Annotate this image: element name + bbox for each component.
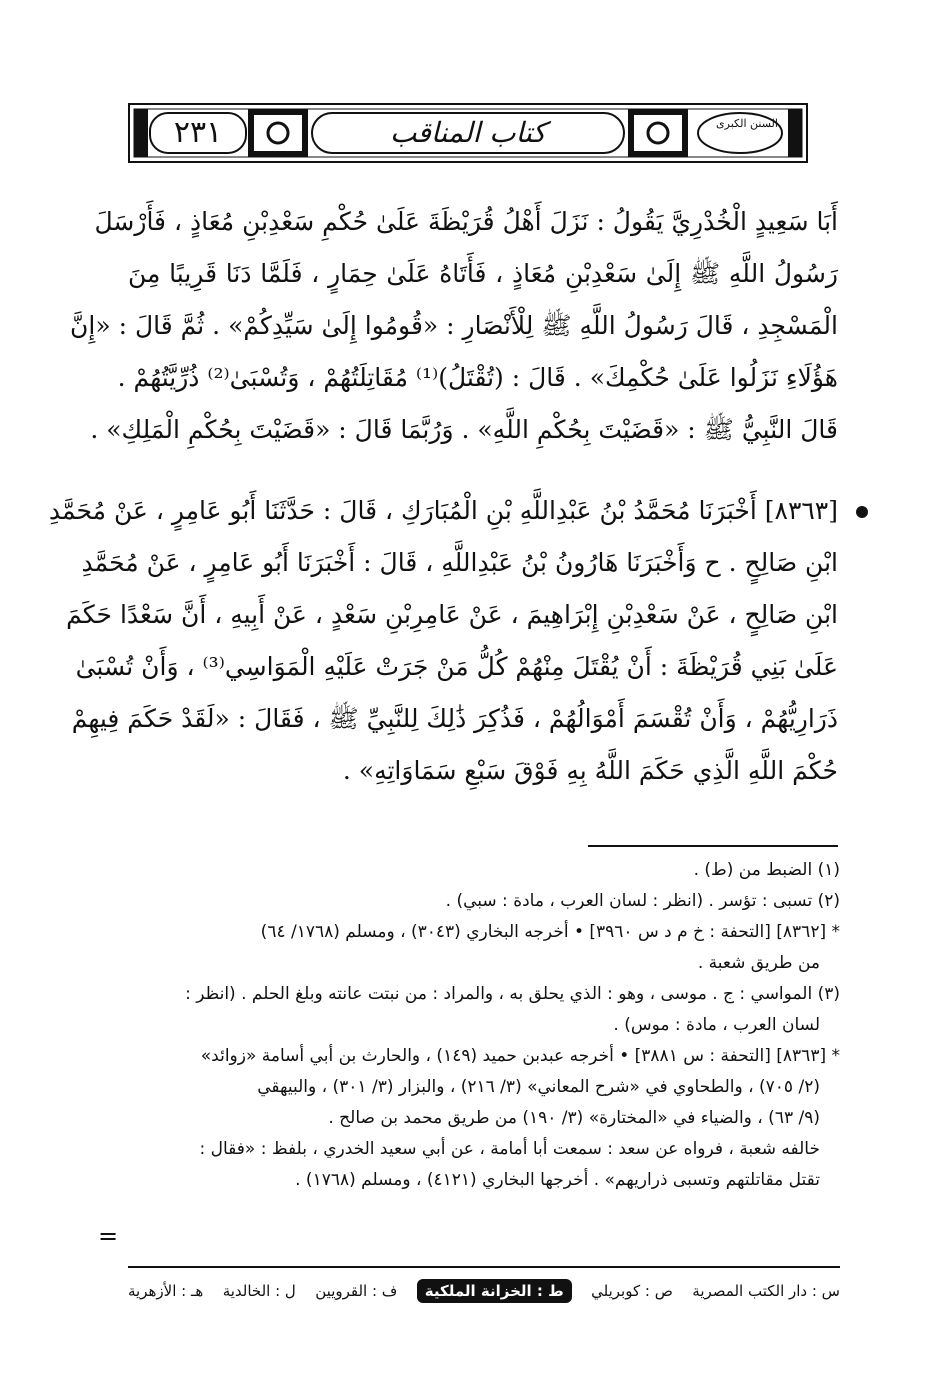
text-line: أَبَا سَعِيدٍ الْخُدْرِيَّ يَقُولُ : نَزَلَ أَهْلُ قُرَيْظَةَ عَلَىٰ حُكْمِ سَعْدِبْنِ مُعَاذٍ ، فَأَرْسَلَ [94,207,838,236]
page-header [128,103,808,163]
legend-item: ل : الخالدية [222,1282,296,1300]
main-text-paragraph-2 [48,485,838,797]
legend-divider [128,1266,840,1268]
legend-item: ف : القرويين [315,1282,398,1300]
footnote: (٩/ ٦٣) ، والضياء في «المختارة» (٣/ ١٩٠) من طريق محمد بن صالح . [328,1108,820,1128]
footnote-divider [588,845,838,847]
footnote: خالفه شعبة ، فرواه عن سعد : سمعت أبا أمامة ، عن أبي سعيد الخدري ، بلفظ : «فقال : [199,1139,820,1159]
manuscript-legend [128,1274,840,1308]
text-line: ذَرَارِيُّهُمْ ، وَأَنْ تُقْسَمَ أَمْوَالُهُمْ ، فَذُكِرَ ذَٰلِكَ لِلنَّبِيِّ ﷺ ، فَقَالَ : «لَقَدْ حَكَمَ فِيهِمْ [71,704,838,733]
footnote: (١) الضبط من (ط) . [693,860,840,880]
footnote: لسان العرب ، مادة : موس) . [613,1015,820,1035]
text-line: [٨٣٦٣] أَخْبَرَنَا مُحَمَّدُ بْنُ عَبْدِاللَّهِ بْنِ الْمُبَارَكِ ، قَالَ : حَدَّثَنَا أَبُو عَامِرٍ ، عَنْ مُحَمَّدِ [48,496,838,525]
legend-item-highlighted: ط : الخزانة الملكية [417,1279,572,1303]
footnote: (٣) المواسي : ج . موسى ، وهو : الذي يحلق به ، والمراد : من نبتت عانته وبلغ الحلم . (انظر : [185,984,840,1004]
footnote: * [٨٣٦٣] [التحفة : س ٣٨٨١] • أخرجه عبدبن حميد (١٤٩) ، والحارث بن أبي أسامة «زوائد» [200,1046,840,1066]
legend-item: هـ : الأزهرية [128,1282,204,1300]
footnote: (٢/ ٧٠٥) ، والطحاوي في «شرح المعاني» (٣/ ٢١٦) ، والبزار (٣/ ٣٠١) ، والبيهقي [257,1077,820,1097]
legend-item: س : دار الكتب المصرية [692,1282,840,1300]
text-line: عَلَىٰ بَنِي قُرَيْظَةَ : أَنْ يُقْتَلَ مِنْهُمْ كُلُّ مَنْ جَرَتْ عَلَيْهِ الْمَوَاسِي⁽³⁾ ، وَأَنْ تُسْبَىٰ [75,652,838,681]
text-line: رَسُولُ اللَّهِ ﷺ إِلَىٰ سَعْدِبْنِ مُعَاذٍ ، فَأَتَاهُ عَلَىٰ حِمَارٍ ، فَلَمَّا دَنَا قَرِيبًا مِنَ [128,259,838,288]
text-line: ابْنِ صَالِحٍ . ح وَأَخْبَرَنَا هَارُونُ بْنُ عَبْدِاللَّهِ ، قَالَ : أَخْبَرَنَا أَبُو عَامِرٍ ، عَنْ مُحَمَّدِ [81,548,838,577]
page-number: ٢٣١ [173,115,223,150]
footnote: تقتل مقاتلتهم وتسبى ذراريهم» . أخرجها البخاري (٤١٢١) ، ومسلم (١٧٦٨) . [295,1170,820,1190]
footnote: من طريق شعبة . [697,953,820,973]
footnote: (٢) تسبى : تؤسر . (انظر : لسان العرب ، مادة : سبي) . [445,891,840,911]
footnotes [128,855,840,1196]
bullet-icon [856,506,868,518]
text-line: حُكْمَ اللَّهِ الَّذِي حَكَمَ اللَّهُ بِهِ فَوْقَ سَبْعِ سَمَاوَاتِهِ» . [342,756,838,785]
text-line: هَؤُلَاءِ نَزَلُوا عَلَىٰ حُكْمِكَ» . قَالَ : (تُقْتَلُ)⁽¹⁾ مُقَاتِلَتُهُمْ ، وَتُسْبَىٰ⁽²⁾ ذُرِّيَّتُهُمْ . [117,363,838,392]
text-line: قَالَ النَّبِيُّ ﷺ : «قَضَيْتَ بِحُكْمِ اللَّهِ» . وَرُبَّمَا قَالَ : «قَضَيْتَ بِحُكْمِ الْمَلِكِ» . [90,415,838,444]
publisher-logo: السنن الكبرى [716,117,778,130]
legend-item: ص : كوبريلي [591,1282,673,1300]
main-text-paragraph-1 [70,196,838,456]
text-line: ابْنِ صَالِحٍ ، عَنْ سَعْدِبْنِ إِبْرَاهِيمَ ، عَنْ عَامِرِبْنِ سَعْدٍ ، عَنْ أَبِيهِ ، أَنَّ سَعْدًا حَكَمَ [66,600,838,629]
text-line: الْمَسْجِدِ ، قَالَ رَسُولُ اللَّهِ ﷺ لِلْأَنْصَارِ : «قُومُوا إِلَىٰ سَيِّدِكُمْ» . ثُمَّ قَالَ : «إِنَّ [70,311,838,340]
footnote: * [٨٣٦٢] [التحفة : خ م د س ٣٩٦٠] • أخرجه البخاري (٣٠٤٣) ، ومسلم (١٧٦٨/ ٦٤) [260,922,840,942]
margin-mark: = [98,1222,119,1250]
book-title: كتاب المناقب [390,116,546,149]
